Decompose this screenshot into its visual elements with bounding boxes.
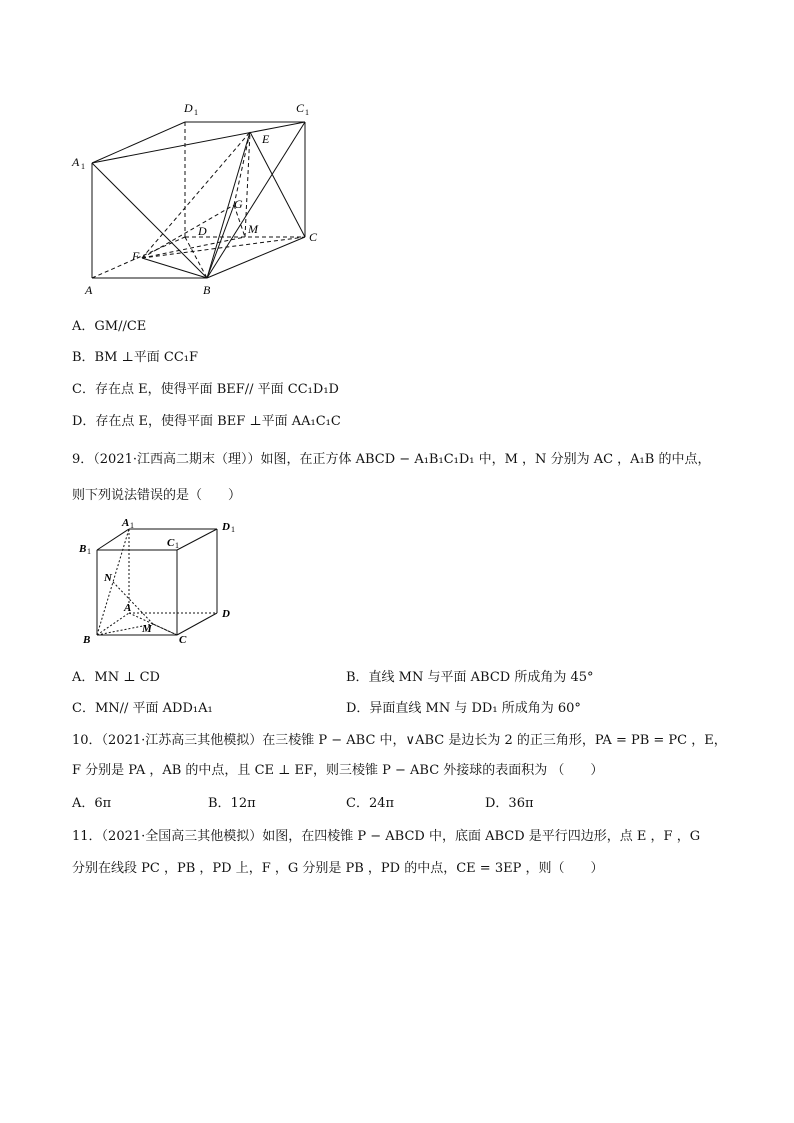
svg-text:1: 1 bbox=[175, 541, 179, 550]
label-N: N bbox=[104, 572, 112, 584]
label-B1: B bbox=[79, 543, 87, 555]
q11-stem-line2: 分别在线段 PC ，PB ，PD 上，F ，G 分别是 PB ，PD 的中点，CE = 3EP ，则（ ） bbox=[72, 861, 604, 876]
q10-stem-line2: F 分别是 PA ，AB 的中点，且 CE ⊥ EF，则三棱锥 P − ABC 外接球的表面积为 （ ） bbox=[72, 763, 604, 778]
q10-option-b: B．12π bbox=[208, 796, 256, 811]
label-D: D bbox=[222, 608, 230, 620]
label-E: E bbox=[262, 132, 270, 146]
q9-stem-line1: 9．（2021·江西高二期末（理））如图，在正方体 ABCD − A₁B₁C₁D₁ 中，M ，N 分别为 AC ，A₁B 的中点， bbox=[72, 452, 711, 467]
svg-text:1: 1 bbox=[194, 108, 198, 117]
svg-text:1: 1 bbox=[130, 521, 134, 530]
q9-option-a: A．MN ⊥ CD bbox=[72, 670, 160, 685]
label-C1: C bbox=[167, 537, 175, 549]
q8-option-a: A．GM//CE bbox=[72, 319, 147, 334]
label-D: D bbox=[198, 224, 207, 238]
q10-option-c: C．24π bbox=[346, 796, 395, 811]
cube-figure bbox=[72, 515, 242, 650]
q9-option-c: C．MN// 平面 ADD₁A₁ bbox=[72, 701, 213, 716]
q10-option-d: D．36π bbox=[485, 796, 534, 811]
q10-stem-line1: 10．（2021·江苏高三其他模拟）在三棱锥 P − ABC 中，∨ABC 是边长为 2 的正三角形，PA = PB = PC ，E， bbox=[72, 733, 727, 748]
label-A: A bbox=[124, 602, 132, 614]
label-B: B bbox=[203, 283, 211, 297]
label-G: G bbox=[234, 197, 243, 211]
svg-text:1: 1 bbox=[87, 547, 91, 556]
q10-option-a: A．6π bbox=[72, 796, 112, 811]
label-M: M bbox=[142, 623, 152, 635]
q9-stem-line2: 则下列说法错误的是（ ） bbox=[72, 488, 242, 503]
label-D1: D bbox=[184, 101, 193, 115]
q8-option-d: D．存在点 E，使得平面 BEF ⊥平面 AA₁C₁C bbox=[72, 414, 341, 429]
q8-option-c: C．存在点 E，使得平面 BEF// 平面 CC₁D₁D bbox=[72, 382, 339, 397]
label-B: B bbox=[83, 634, 91, 646]
label-C: C bbox=[309, 230, 318, 244]
q11-stem-line1: 11．（2021·全国高三其他模拟）如图，在四棱锥 P − ABCD 中，底面 ABCD 是平行四边形，点 E ，F ，G bbox=[72, 829, 701, 844]
label-A1: A bbox=[122, 517, 130, 529]
q9-option-b: B．直线 MN 与平面 ABCD 所成角为 45° bbox=[346, 670, 594, 685]
label-C1: C bbox=[296, 101, 305, 115]
q8-option-b: B．BM ⊥平面 CC₁F bbox=[72, 350, 199, 365]
label-C: C bbox=[179, 634, 187, 646]
label-D1: D bbox=[222, 521, 230, 533]
prism-figure bbox=[60, 95, 330, 305]
q9-option-d: D．异面直线 MN 与 DD₁ 所成角为 60° bbox=[346, 701, 581, 716]
svg-text:1: 1 bbox=[81, 162, 85, 171]
label-A1: A bbox=[72, 155, 80, 169]
label-M: M bbox=[248, 222, 258, 236]
svg-text:1: 1 bbox=[231, 525, 235, 534]
svg-text:1: 1 bbox=[305, 108, 309, 117]
label-A: A bbox=[85, 283, 93, 297]
label-F: F bbox=[132, 249, 140, 263]
